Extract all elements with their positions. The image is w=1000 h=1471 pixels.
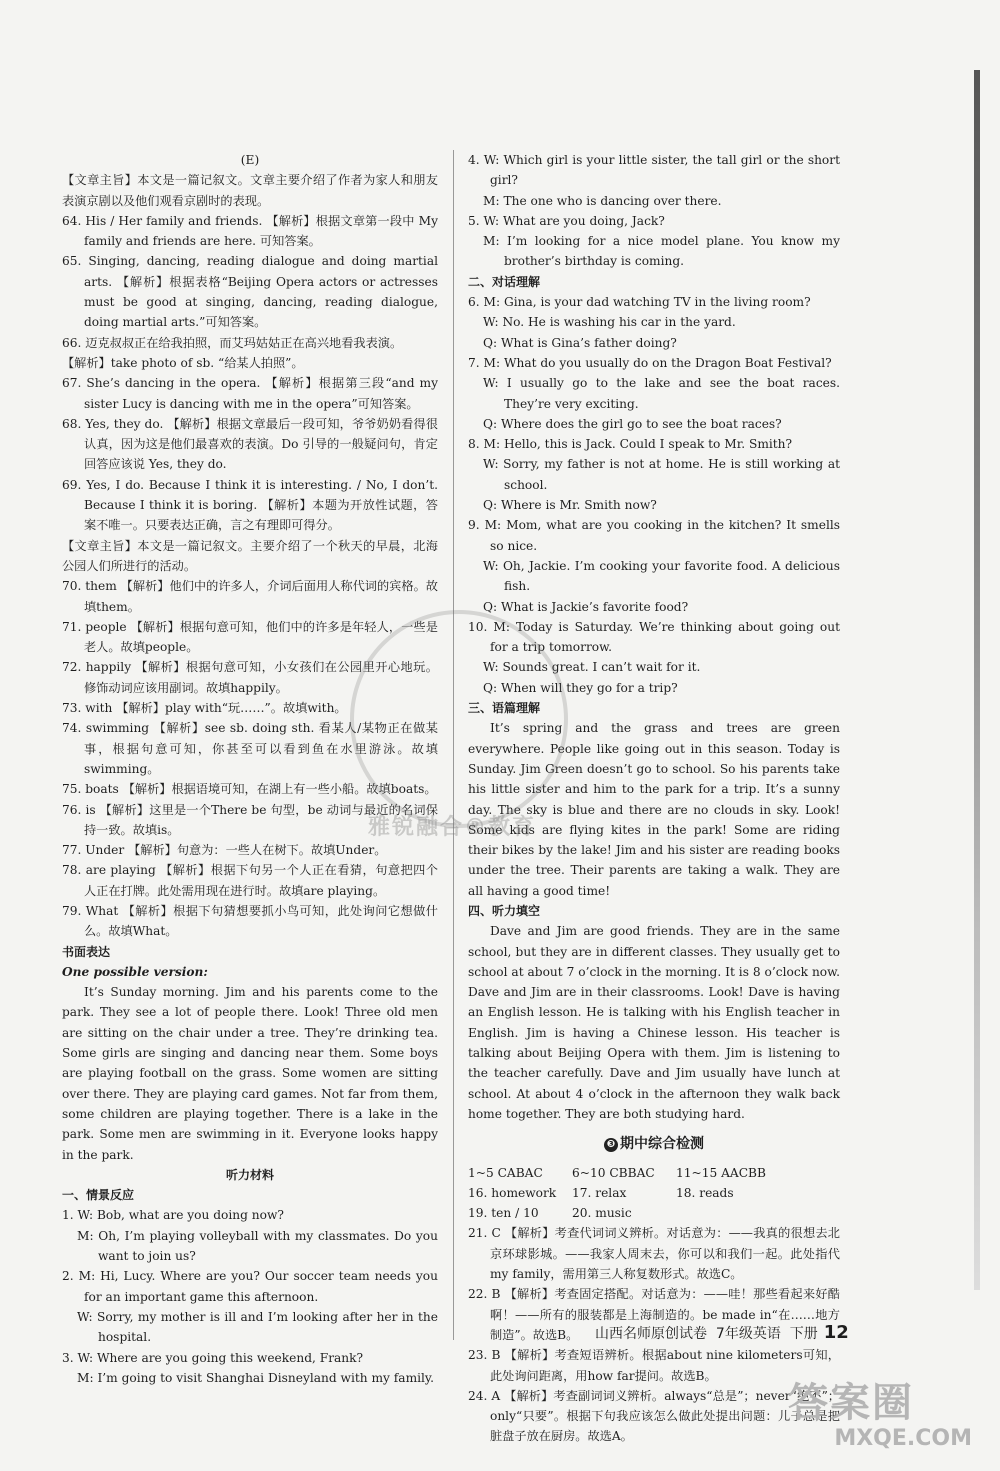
answer-70: 70. them 【解析】他们中的许多人，介词后面用人称代词的宾格。故填them。 bbox=[62, 579, 438, 614]
listening-5-line-b: M: I’m looking for a nice model plane. You know my brother’s birthday is coming. bbox=[483, 234, 840, 269]
listening-9-line-b: W: Oh, Jackie. I’m cooking your favorite food. A delicious fish. bbox=[483, 558, 840, 594]
listening-7-line-a: 7. M: What do you usually do on the Dragon Boat Festival? bbox=[468, 355, 832, 370]
listening-4-line-b: M: The one who is dancing over there. bbox=[483, 193, 722, 208]
section-e-heading: (E) bbox=[240, 153, 260, 167]
listening-material-title: 听力材料 bbox=[225, 1167, 274, 1182]
answer-key-row-2 bbox=[468, 1183, 840, 1203]
answer-79: 79. What 【解析】根据下句猜想要抓小鸟可知，此处询问它想做什么。故填What。 bbox=[62, 903, 438, 939]
midterm-test-title-text: 期中综合检测 bbox=[620, 1136, 704, 1153]
answer-66-analysis: 【解析】take photo of sb. “给某人拍照”。 bbox=[62, 355, 304, 370]
listening-part-2-heading: 二、对话理解 bbox=[468, 274, 541, 289]
answer-21: 21. C 【解析】考查代词词义辨析。对话意为：——我真的很想去北京环球影城。——我家人周末去，你可以和我们一起。此处指代 my family，需用第三人称复数形式。故选C。 bbox=[468, 1226, 840, 1282]
answer-75: 75. boats 【解析】根据语境可知，在湖上有一些小船。故填boats。 bbox=[62, 782, 437, 797]
listening-fill-in-text: Dave and Jim are good friends. They are in the same school, but they are in different classes. They usually get to school at about 7 o’clock in the morning. It is 8 o’clock now. Dave and Jim are in their classrooms. Look! Dave is having an English lesson. He is talking with his English teacher in English. Jim is having a Chinese lesson. His teacher is talking about Beijing Opera with them. Jim is listening to the teacher carefully. Dave and Jim usually have lunch at school. At about 4 o’clock in the afternoon they walk back home together. They are both studying hard. bbox=[468, 924, 840, 1121]
answer-key-cell: 17. relax bbox=[572, 1185, 627, 1200]
answer-66: 66. 迈克叔叔正在给我拍照，而艾玛姑姑正在高兴地看我表演。 bbox=[62, 335, 403, 350]
writing-section-heading: 书面表达 bbox=[62, 944, 111, 959]
answer-67: 67. She’s dancing in the opera. 【解析】根据第三段“and my sister Lucy is dancing with me in the opera”可知答案。 bbox=[62, 376, 438, 411]
listening-10-question: Q: When will they go for a trip? bbox=[483, 680, 678, 695]
article-summary-1: 【文章主旨】本文是一篇记叙文。文章主要介绍了作者为家人和朋友表演京剧以及他们观看京剧时的表现。 bbox=[62, 173, 438, 208]
right-column bbox=[468, 150, 840, 1447]
answer-key-row-1 bbox=[468, 1163, 840, 1183]
article-summary-2: 【文章主旨】本文是一篇记叙文。主要介绍了一个秋天的早晨，北海公园人们所进行的活动。 bbox=[62, 538, 438, 573]
answer-71: 71. people 【解析】根据句意可知，他们中的许多是年轻人，一些是老人。故填people。 bbox=[62, 619, 438, 655]
answer-key-row-3 bbox=[468, 1203, 840, 1223]
model-essay: It’s Sunday morning. Jim and his parents come to the park. They see a lot of people there. Look! Three old men are sitting on the chair under a tree. They’re drinking tea. Some girls are singing and dancing near them. Some boys are playing football on the grass. Some women are sitting over there. They are playing card games. Not far from them, some children are playing together. There is a lake in the park. Some men are swimming in it. Everyone looks happy in the park. bbox=[62, 985, 438, 1162]
answer-69: 69. Yes, I do. Because I think it is interesting. / No, I don’t. Because I think it is boring. 【解析】本题为开放性试题，答案不唯一。只要表达正确，言之有理即可得分。 bbox=[62, 477, 438, 533]
answer-64: 64. His / Her family and friends. 【解析】根据文章第一段中 My family and friends are here. 可知答案。 bbox=[62, 213, 438, 249]
listening-10-line-b: W: Sounds great. I can’t wait for it. bbox=[483, 660, 701, 675]
answer-key-cell: 20. music bbox=[572, 1206, 632, 1221]
answer-key-cell: 1~5 CABAC bbox=[468, 1165, 543, 1180]
listening-2-line-b: W: Sorry, my mother is ill and I’m looking after her in the hospital. bbox=[77, 1309, 438, 1345]
answer-key-cell: 19. ten / 10 bbox=[468, 1206, 539, 1221]
possible-version-label: One possible version: bbox=[62, 964, 208, 979]
listening-10-line-a: 10. M: Today is Saturday. We’re thinking about going out for a trip tomorrow. bbox=[468, 619, 840, 655]
listening-6-line-a: 6. M: Gina, is your dad watching TV in the living room? bbox=[468, 295, 811, 310]
corner-logo-url: MXQE.COM bbox=[834, 1426, 972, 1451]
corner-logo-title: 答案圈 bbox=[788, 1380, 914, 1426]
column-divider bbox=[453, 150, 454, 1340]
listening-part-1-heading: 一、情景反应 bbox=[62, 1188, 135, 1203]
grade-subject: 7年级英语 bbox=[715, 1326, 781, 1342]
answer-78: 78. are playing 【解析】根据下句另一个人正在看猜，句意把四个人正在打牌。此处需用现在进行时。故填are playing。 bbox=[62, 863, 438, 898]
listening-1-line-b: M: Oh, I’m playing volleyball with my classmates. Do you want to join us? bbox=[77, 1228, 438, 1264]
passage-comprehension-text: It’s spring and the grass and trees are green everywhere. People like going out in this season. Today is Sunday. Jim Green doesn’t go to school. So his parents take his little sister and him to the park for a trip. It’s a sunny day. The sky is blue and there are no clouds in sky. Look! Some kids are flying kites in the park! Some are riding their bikes by the lake! Jim and his sister are reading books under the tree. Their parents are taking a walk. They are all having a good time! bbox=[468, 721, 840, 898]
midterm-test-title bbox=[468, 1134, 840, 1154]
listening-4-line-a: 4. W: Which girl is your little sister, the tall girl or the short girl? bbox=[468, 153, 840, 188]
answer-23: 23. B 【解析】考查短语辨析。根据about nine kilometers可知，此处询问距离，用how far提问。故选B。 bbox=[468, 1348, 840, 1383]
answer-77: 77. Under 【解析】句意为：一些人在树下。故填Under。 bbox=[62, 843, 387, 858]
answer-key-cell: 6~10 CBBAC bbox=[572, 1165, 655, 1180]
listening-9-question: Q: What is Jackie’s favorite food? bbox=[483, 599, 689, 614]
listening-8-line-b: W: Sorry, my father is not at home. He is still working at school. bbox=[483, 457, 840, 492]
corner-site-logo bbox=[788, 1380, 978, 1462]
watermark-text: 雅锐融合®教育 bbox=[368, 815, 537, 840]
answer-74: 74. swimming 【解析】see sb. doing sth. 看某人/某物正在做某事，根据句意可知，你甚至可以看到鱼在水里游泳。故填swimming。 bbox=[62, 721, 438, 776]
listening-3-line-b: M: I’m going to visit Shanghai Disneyland with my family. bbox=[77, 1370, 435, 1385]
listening-9-line-a: 9. M: Mom, what are you cooking in the kitchen? It smells so nice. bbox=[468, 518, 840, 553]
section-number-icon: ❸ bbox=[604, 1138, 618, 1152]
listening-8-line-a: 8. M: Hello, this is Jack. Could I speak to Mr. Smith? bbox=[468, 437, 793, 452]
listening-2-line-a: 2. M: Hi, Lucy. Where are you? Our soccer team needs you for an important game this afternoon. bbox=[62, 1269, 438, 1304]
answer-key-cell: 11~15 AACBB bbox=[676, 1165, 766, 1180]
answer-key-cell: 16. homework bbox=[468, 1185, 557, 1200]
page-number: 12 bbox=[823, 1322, 849, 1343]
listening-6-line-b: W: No. He is washing his car in the yard. bbox=[483, 315, 736, 330]
answer-65: 65. Singing, dancing, reading dialogue and doing martial arts. 【解析】根据表格“Beijing Opera actors or actresses must be good at singing, dancing, reading dialogue, doing martial arts.”可知答案。 bbox=[62, 254, 438, 330]
listening-8-question: Q: Where is Mr. Smith now? bbox=[483, 498, 657, 513]
listening-6-question: Q: What is Gina’s father doing? bbox=[483, 335, 677, 350]
left-column bbox=[62, 150, 438, 1388]
listening-7-line-b: W: I usually go to the lake and see the boat races. They’re very exciting. bbox=[483, 376, 840, 411]
answer-76: 76. is 【解析】这里是一个There be 句型，be 动词与最近的名词保持一致。故填is。 bbox=[62, 802, 438, 837]
listening-1-line-a: 1. W: Bob, what are you doing now? bbox=[62, 1208, 284, 1223]
answer-key-cell: 18. reads bbox=[676, 1185, 734, 1200]
book-title: 山西名师原创试卷 bbox=[595, 1326, 707, 1342]
answer-68: 68. Yes, they do. 【解析】根据文章最后一段可知，爷爷奶奶看得很认真，因为这是他们最喜欢的表演。Do 引导的一般疑问句，肯定回答应该说 Yes, they do. bbox=[62, 416, 438, 472]
listening-3-line-a: 3. W: Where are you going this weekend, Frank? bbox=[62, 1350, 364, 1365]
answer-73: 73. with 【解析】play with“玩……”。故填with。 bbox=[62, 701, 347, 716]
term-label: 下册 bbox=[789, 1326, 818, 1342]
answer-22: 22. B 【解析】考查固定搭配。对话意为：——哇！那些看起来好酷啊！——所有的服装都是上海制造的。be made in“在……地方制造”。故选B。 bbox=[468, 1287, 840, 1342]
page-footer bbox=[595, 1323, 849, 1344]
listening-part-4-heading: 四、听力填空 bbox=[468, 903, 541, 918]
listening-5-line-a: 5. W: What are you doing, Jack? bbox=[468, 213, 665, 228]
answer-72: 72. happily 【解析】根据句意可知，小女孩们在公园里开心地玩。修饰动词应该用副词。故填happily。 bbox=[62, 660, 438, 695]
page-edge-shadow bbox=[974, 70, 980, 1290]
listening-7-question: Q: Where does the girl go to see the boat races? bbox=[483, 416, 782, 431]
listening-part-3-heading: 三、语篇理解 bbox=[468, 701, 541, 716]
answer-24: 24. A 【解析】考查副词词义辨析。always“总是”；never“绝不”；only“只要”。根据下句我应该怎么做此处提出问题：儿子总是把脏盘子放在厨房。故选A。 bbox=[468, 1388, 840, 1444]
